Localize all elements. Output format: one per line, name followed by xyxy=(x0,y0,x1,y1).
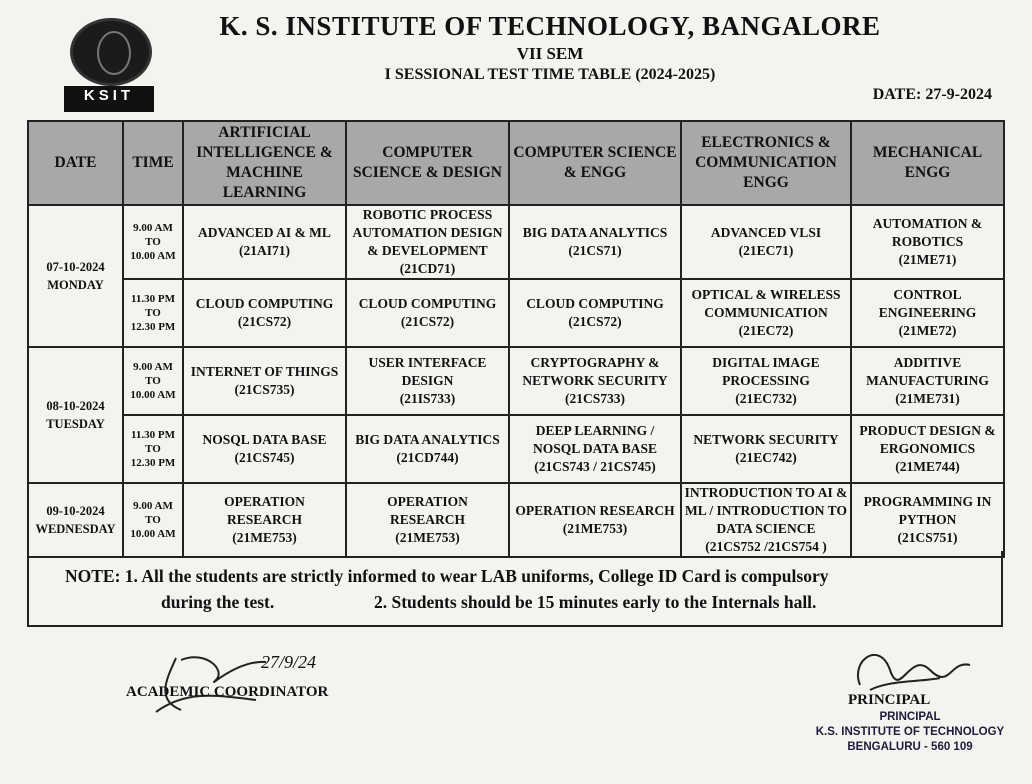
subject-cell xyxy=(851,483,1004,557)
time-line: 10.00 AM xyxy=(130,389,176,401)
column-header: DATE xyxy=(28,121,123,205)
subject-name: ADDITIVE MANUFACTURING xyxy=(866,355,989,388)
time-line: TO xyxy=(145,236,161,248)
subject-cell xyxy=(851,415,1004,483)
subject-code: (21EC732) xyxy=(735,391,797,406)
time-slot-cell xyxy=(123,415,183,483)
time-line: TO xyxy=(145,443,161,455)
logo-text: KSIT xyxy=(64,86,154,106)
semester: VII SEM xyxy=(516,44,584,63)
time-line: 11.30 PM xyxy=(131,293,175,305)
subject-name: OPERATION RESEARCH xyxy=(224,494,305,527)
exam-date-cell xyxy=(28,205,123,347)
time-line: 10.00 AM xyxy=(130,528,176,540)
time-line: TO xyxy=(145,375,161,387)
subject-code: (21CS72) xyxy=(568,314,622,329)
subject-cell xyxy=(346,483,509,557)
column-header: COMPUTER SCIENCE & DESIGN xyxy=(346,121,509,205)
subject-name: CLOUD COMPUTING xyxy=(526,296,664,311)
subject-cell xyxy=(681,347,851,415)
subject-name: PROGRAMMING IN PYTHON xyxy=(863,494,992,527)
principal-label: PRINCIPAL xyxy=(848,692,931,708)
subject-code: (21EC71) xyxy=(738,243,794,258)
subject-cell xyxy=(346,279,509,347)
timetable xyxy=(27,120,1005,558)
table-row xyxy=(28,483,1004,557)
subject-name: ADVANCED AI & ML xyxy=(198,225,331,240)
time-line: 10.00 AM xyxy=(130,250,176,262)
subject-cell xyxy=(183,415,346,483)
subject-code: (21CS735) xyxy=(234,382,295,397)
note-box xyxy=(27,551,1003,627)
subject-name: PRODUCT DESIGN & ERGONOMICS xyxy=(859,423,996,456)
subject-code: (21CD71) xyxy=(399,261,456,276)
column-header: COMPUTER SCIENCE & ENGG xyxy=(509,121,681,205)
issue-date: DATE: 27-9-2024 xyxy=(872,86,992,103)
time-line: 9.00 AM xyxy=(133,222,173,234)
subject-cell xyxy=(509,483,681,557)
subject-name: DEEP LEARNING / NOSQL DATA BASE (21CS743 / 21CS745) xyxy=(532,423,658,474)
exam-date: 09-10-2024 xyxy=(46,504,105,518)
exam-weekday: MONDAY xyxy=(47,278,104,292)
subject-cell xyxy=(681,279,851,347)
signature-date: 27/9/24 xyxy=(261,652,317,672)
subject-code: (21CS72) xyxy=(237,314,292,329)
time-line: 9.00 AM xyxy=(133,500,173,512)
subject-cell xyxy=(346,347,509,415)
subject-cell xyxy=(681,205,851,279)
subject-code: (21CS751) xyxy=(897,530,958,545)
academic-coordinator-label: ACADEMIC COORDINATOR xyxy=(126,684,329,700)
subject-code: (21AI71) xyxy=(239,243,290,258)
subject-name: USER INTERFACE DESIGN xyxy=(368,355,487,388)
principal-stamp: PRINCIPAL K.S. INSTITUTE OF TECHNOLOGY BENGALURU - 560 109 xyxy=(815,711,1005,753)
subject-name: OPERATION RESEARCH xyxy=(515,503,675,518)
subject-cell xyxy=(183,483,346,557)
time-line: 11.30 PM xyxy=(131,429,175,441)
column-header: TIME xyxy=(123,121,183,205)
subject-cell xyxy=(183,279,346,347)
subject-code: (21ME72) xyxy=(898,323,957,338)
subject-name: INTRODUCTION TO AI & ML / INTRODUCTION TO DATA SCIENCE xyxy=(684,485,848,536)
document-header xyxy=(180,8,920,86)
subject-name: CRYPTOGRAPHY & NETWORK SECURITY xyxy=(522,355,668,388)
subject-name: NOSQL DATA BASE xyxy=(202,432,327,447)
subject-name: BIG DATA ANALYTICS xyxy=(355,432,500,447)
subject-name: CLOUD COMPUTING xyxy=(358,296,497,311)
subject-code: (21CS752 /21CS754 ) xyxy=(705,539,827,554)
subject-code: (21CS71) xyxy=(568,243,622,258)
subject-cell xyxy=(509,415,681,483)
academic-coordinator-signature xyxy=(126,640,386,720)
time-line: TO xyxy=(145,307,161,319)
table-row xyxy=(28,279,1004,347)
subject-code: (21EC742) xyxy=(735,450,797,465)
subject-name: OPERATION RESEARCH xyxy=(387,494,468,527)
exam-date: 08-10-2024 xyxy=(46,399,105,413)
exam-weekday: TUESDAY xyxy=(46,417,105,431)
subject-cell xyxy=(509,279,681,347)
time-slot-cell xyxy=(123,279,183,347)
subject-name: ROBOTIC PROCESS AUTOMATION DESIGN & DEVELOPMENT xyxy=(352,207,503,258)
subject-name: CLOUD COMPUTING xyxy=(195,296,334,311)
subject-cell xyxy=(509,347,681,415)
subject-code: (21CS745) xyxy=(234,450,295,465)
timetable-header-row xyxy=(28,121,1004,205)
subject-code: (21CS733) xyxy=(565,391,625,406)
note-line-1: NOTE: 1. All the students are strictly informed to wear LAB uniforms, College ID Card is compulsory xyxy=(65,566,829,586)
note-line-2b: 2. Students should be 15 minutes early to the Internals hall. xyxy=(374,592,817,612)
exam-weekday: WEDNESDAY xyxy=(35,522,116,536)
logo-emblem xyxy=(70,18,152,86)
column-header: ARTIFICIAL INTELLIGENCE & MACHINE LEARNING xyxy=(183,121,346,205)
subject-cell xyxy=(183,205,346,279)
subject-code: (21IS733) xyxy=(399,391,456,406)
institute-name: K. S. INSTITUTE OF TECHNOLOGY, BANGALORE xyxy=(219,11,881,41)
subject-cell xyxy=(681,483,851,557)
time-slot-cell xyxy=(123,347,183,415)
subject-name: ADVANCED VLSI xyxy=(710,225,822,240)
time-slot-cell xyxy=(123,483,183,557)
subject-code: (21ME71) xyxy=(898,252,957,267)
institute-logo xyxy=(58,18,158,108)
subject-code: (21ME753) xyxy=(232,530,297,545)
exam-date: 07-10-2024 xyxy=(46,260,105,274)
note-line-2a: during the test. xyxy=(161,592,275,612)
subject-name: AUTOMATION & ROBOTICS xyxy=(872,216,983,249)
principal-signature xyxy=(800,630,1020,770)
subject-cell xyxy=(851,347,1004,415)
exam-date-cell xyxy=(28,347,123,483)
time-line: 9.00 AM xyxy=(133,361,173,373)
time-slot-cell xyxy=(123,205,183,279)
subject-cell xyxy=(183,347,346,415)
subject-code: (21ME753) xyxy=(395,530,460,545)
time-line: TO xyxy=(145,514,161,526)
time-line: 12.30 PM xyxy=(130,457,176,469)
exam-date-cell xyxy=(28,483,123,557)
table-row xyxy=(28,205,1004,279)
subject-cell xyxy=(851,205,1004,279)
subject-cell xyxy=(346,205,509,279)
subject-code: (21CS72) xyxy=(400,314,455,329)
subject-cell xyxy=(346,415,509,483)
column-header: MECHANICAL ENGG xyxy=(851,121,1004,205)
subject-code: (21EC72) xyxy=(738,323,794,338)
table-row xyxy=(28,415,1004,483)
subject-name: DIGITAL IMAGE PROCESSING xyxy=(712,355,820,388)
column-header: ELECTRONICS & COMMUNICATION ENGG xyxy=(681,121,851,205)
subject-code: (21ME744) xyxy=(895,459,960,474)
signature-scribble-icon xyxy=(840,630,980,700)
subject-name: CONTROL ENGINEERING xyxy=(878,287,977,320)
subject-cell xyxy=(851,279,1004,347)
subject-code: (21ME753) xyxy=(562,521,628,536)
subject-code: (21ME731) xyxy=(895,391,960,406)
subject-name: INTERNET OF THINGS xyxy=(190,364,339,379)
subject-code: (21CD744) xyxy=(396,450,459,465)
document-title: I SESSIONAL TEST TIME TABLE (2024-2025) xyxy=(384,66,716,83)
subject-name: NETWORK SECURITY xyxy=(693,432,839,447)
time-line: 12.30 PM xyxy=(130,321,176,333)
subject-cell xyxy=(509,205,681,279)
subject-cell xyxy=(681,415,851,483)
subject-name: OPTICAL & WIRELESS COMMUNICATION xyxy=(691,287,841,320)
table-row xyxy=(28,347,1004,415)
subject-name: BIG DATA ANALYTICS xyxy=(522,225,668,240)
